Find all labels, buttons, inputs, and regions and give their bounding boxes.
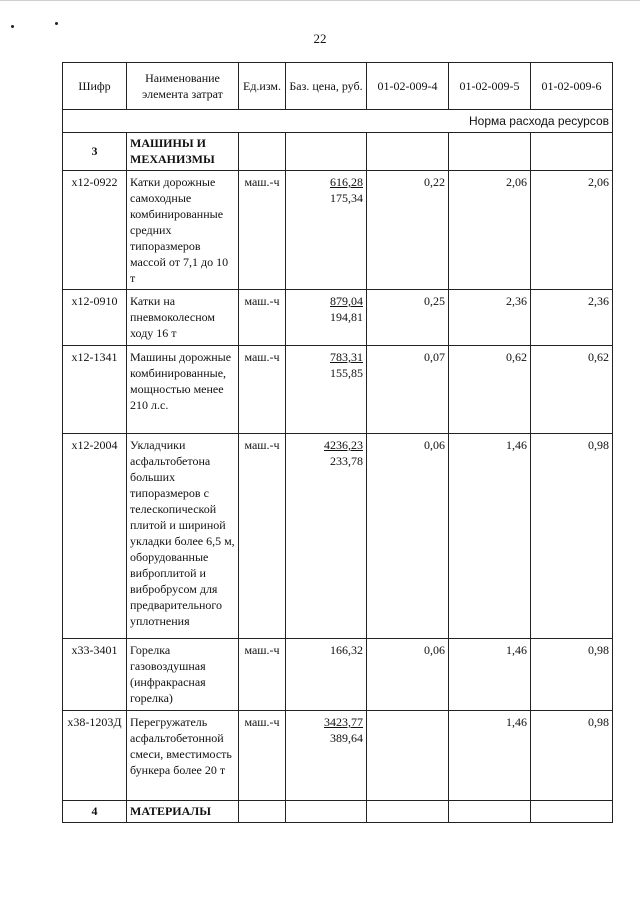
- row-value-3: 0,98: [531, 711, 613, 801]
- row-value-1: [367, 711, 449, 801]
- row-price: 879,04 194,81: [286, 290, 367, 346]
- row-value-1: 0,06: [367, 639, 449, 711]
- row-value-2: 2,06: [449, 171, 531, 290]
- section-row: [63, 801, 613, 823]
- row-value-3: 2,36: [531, 290, 613, 346]
- row-value-2: 0,62: [449, 346, 531, 434]
- row-unit: маш.-ч: [239, 434, 286, 639]
- row-value-1: 0,25: [367, 290, 449, 346]
- header-code: Шифр: [63, 63, 127, 110]
- row-code: х12-0910: [63, 290, 127, 346]
- row-price: 166,32: [286, 639, 367, 711]
- header-col-3: 01-02-009-6: [531, 63, 613, 110]
- header-col-2: 01-02-009-5: [449, 63, 531, 110]
- scan-dot: [55, 22, 58, 25]
- row-value-2: 2,36: [449, 290, 531, 346]
- row-value-3: 0,98: [531, 639, 613, 711]
- row-code: х12-2004: [63, 434, 127, 639]
- row-value-1: 0,22: [367, 171, 449, 290]
- row-code: х38-1203Д: [63, 711, 127, 801]
- row-value-3: 0,98: [531, 434, 613, 639]
- row-value-2: 1,46: [449, 639, 531, 711]
- row-name: Горелка газовоздушная (инфракрасная горелка): [127, 639, 239, 711]
- table-row: [63, 290, 613, 346]
- row-price: 783,31 155,85: [286, 346, 367, 434]
- row-price: 616,28 175,34: [286, 171, 367, 290]
- row-code: х33-3401: [63, 639, 127, 711]
- header-name: Наименование элемента затрат: [127, 63, 239, 110]
- header-price: Баз. цена, руб.: [286, 63, 367, 110]
- row-value-2: 1,46: [449, 711, 531, 801]
- header-unit: Ед.изм.: [239, 63, 286, 110]
- row-code: х12-1341: [63, 346, 127, 434]
- header-col-1: 01-02-009-4: [367, 63, 449, 110]
- row-price: 4236,23 233,78: [286, 434, 367, 639]
- row-value-3: 0,62: [531, 346, 613, 434]
- table-row: [63, 711, 613, 801]
- table-row: [63, 639, 613, 711]
- row-unit: маш.-ч: [239, 171, 286, 290]
- section-title: МАШИНЫ И МЕХАНИЗМЫ: [127, 133, 239, 171]
- table-row: [63, 346, 613, 434]
- row-value-3: 2,06: [531, 171, 613, 290]
- row-value-2: 1,46: [449, 434, 531, 639]
- norma-label: Норма расхода ресурсов: [63, 110, 613, 133]
- top-rule: [0, 0, 640, 1]
- row-name: Катки дорожные самоходные комбинированные средних типоразмеров массой от 7,1 до 10 т: [127, 171, 239, 290]
- row-unit: маш.-ч: [239, 639, 286, 711]
- row-name: Укладчики асфальтобетона больших типоразмеров с телескопической плитой и шириной укладки более 6,5 м, оборудованные виброплитой и вибробрусом для предварительного уплотнения: [127, 434, 239, 639]
- section-code: 4: [63, 801, 127, 823]
- table-row: [63, 171, 613, 290]
- row-name: Машины дорожные комбинированные, мощностью менее 210 л.с.: [127, 346, 239, 434]
- row-unit: маш.-ч: [239, 711, 286, 801]
- row-name: Перегружатель асфальтобетонной смеси, вместимость бункера более 20 т: [127, 711, 239, 801]
- section-title: МАТЕРИАЛЫ: [127, 801, 239, 823]
- row-name: Катки на пневмоколесном ходу 16 т: [127, 290, 239, 346]
- section-code: 3: [63, 133, 127, 171]
- page-number: 22: [313, 31, 327, 46]
- section-row: [63, 133, 613, 171]
- row-code: х12-0922: [63, 171, 127, 290]
- scan-dot: [11, 25, 14, 28]
- norma-row: [63, 110, 613, 133]
- header-row: [63, 63, 613, 110]
- row-value-1: 0,06: [367, 434, 449, 639]
- row-price: 3423,77 389,64: [286, 711, 367, 801]
- row-value-1: 0,07: [367, 346, 449, 434]
- row-unit: маш.-ч: [239, 346, 286, 434]
- row-unit: маш.-ч: [239, 290, 286, 346]
- resource-table: [62, 62, 613, 823]
- table-row: [63, 434, 613, 639]
